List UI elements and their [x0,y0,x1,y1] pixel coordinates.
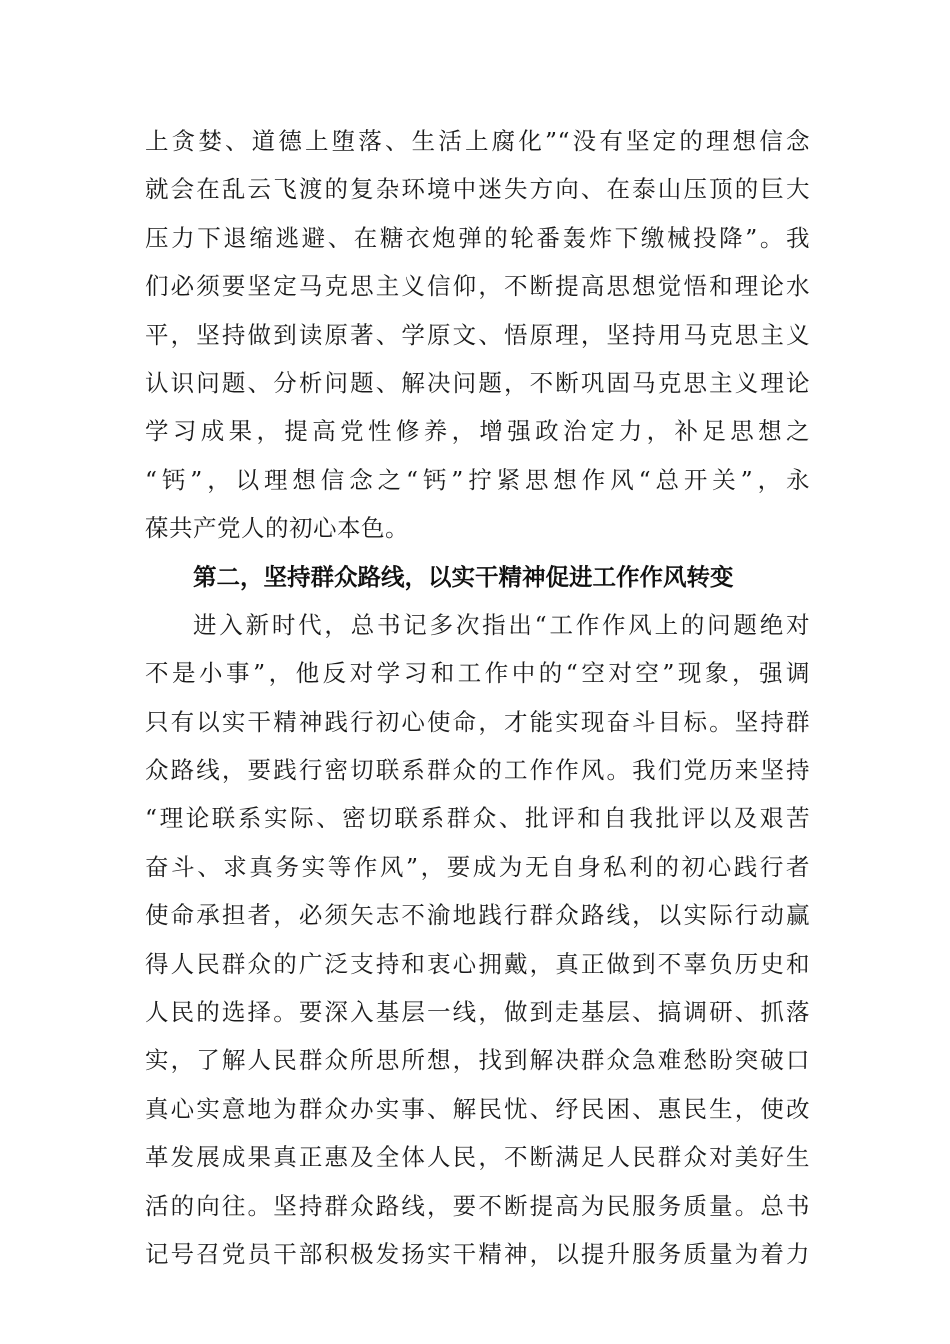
paragraph-line: 只有以实干精神践行初心使命，才能实现奋斗目标。坚持群 [145,707,810,736]
paragraph-line: 压力下退缩逃避、在糖衣炮弹的轮番轰炸下缴械投降”。我 [145,223,810,252]
paragraph-line: 葆共产党人的初心本色。 [145,514,409,543]
paragraph-line: 平，坚持做到读原著、学原文、悟原理，坚持用马克思主义 [145,320,810,349]
paragraph-line: 革发展成果真正惠及全体人民，不断满足人民群众对美好生 [145,1143,810,1172]
paragraph-line: 活的向往。坚持群众路线，要不断提高为民服务质量。总书 [145,1191,810,1220]
paragraph-line: 记号召党员干部积极发扬实干精神，以提升服务质量为着力 [145,1239,810,1268]
paragraph-line: 使命承担者，必须矢志不渝地践行群众路线，以实际行动赢 [145,901,810,930]
paragraph-line: 人民的选择。要深入基层一线，做到走基层、搞调研、抓落 [145,998,810,1027]
paragraph-line: 实，了解人民群众所思所想，找到解决群众急难愁盼突破口 [145,1046,810,1075]
paragraph-line: 就会在乱云飞渡的复杂环境中迷失方向、在泰山压顶的巨大 [145,175,810,204]
paragraph-line: 进入新时代，总书记多次指出“工作作风上的问题绝对 [193,610,810,639]
paragraph-line: “理论联系实际、密切联系群众、批评和自我批评以及艰苦 [145,804,810,833]
paragraph-line: 真心实意地为群众办实事、解民忧、纾民困、惠民生，使改 [145,1094,810,1123]
paragraph-line: 上贪婪、道德上堕落、生活上腐化”“没有坚定的理想信念 [145,127,810,155]
paragraph-line: 奋斗、求真务实等作风”，要成为无自身私利的初心践行者 [145,852,810,881]
paragraph-line: 众路线，要践行密切联系群众的工作作风。我们党历来坚持 [145,756,810,785]
paragraph-line: 学习成果，提高党性修养，增强政治定力，补足思想之 [145,417,810,446]
paragraph-1 [145,117,810,1278]
paragraph-line: 得人民群众的广泛支持和衷心拥戴，真正做到不辜负历史和 [145,949,810,978]
paragraph-line: 认识问题、分析问题、解决问题，不断巩固马克思主义理论 [145,368,810,397]
section-heading: 第二，坚持群众路线，以实干精神促进工作作风转变 [193,562,734,591]
paragraph-line: “钙”，以理想信念之“钙”拧紧思想作风“总开关”，永 [145,465,810,494]
paragraph-line: 们必须要坚定马克思主义信仰，不断提高思想觉悟和理论水 [145,272,810,301]
paragraph-line: 不是小事”，他反对学习和工作中的“空对空”现象，强调 [145,659,810,688]
